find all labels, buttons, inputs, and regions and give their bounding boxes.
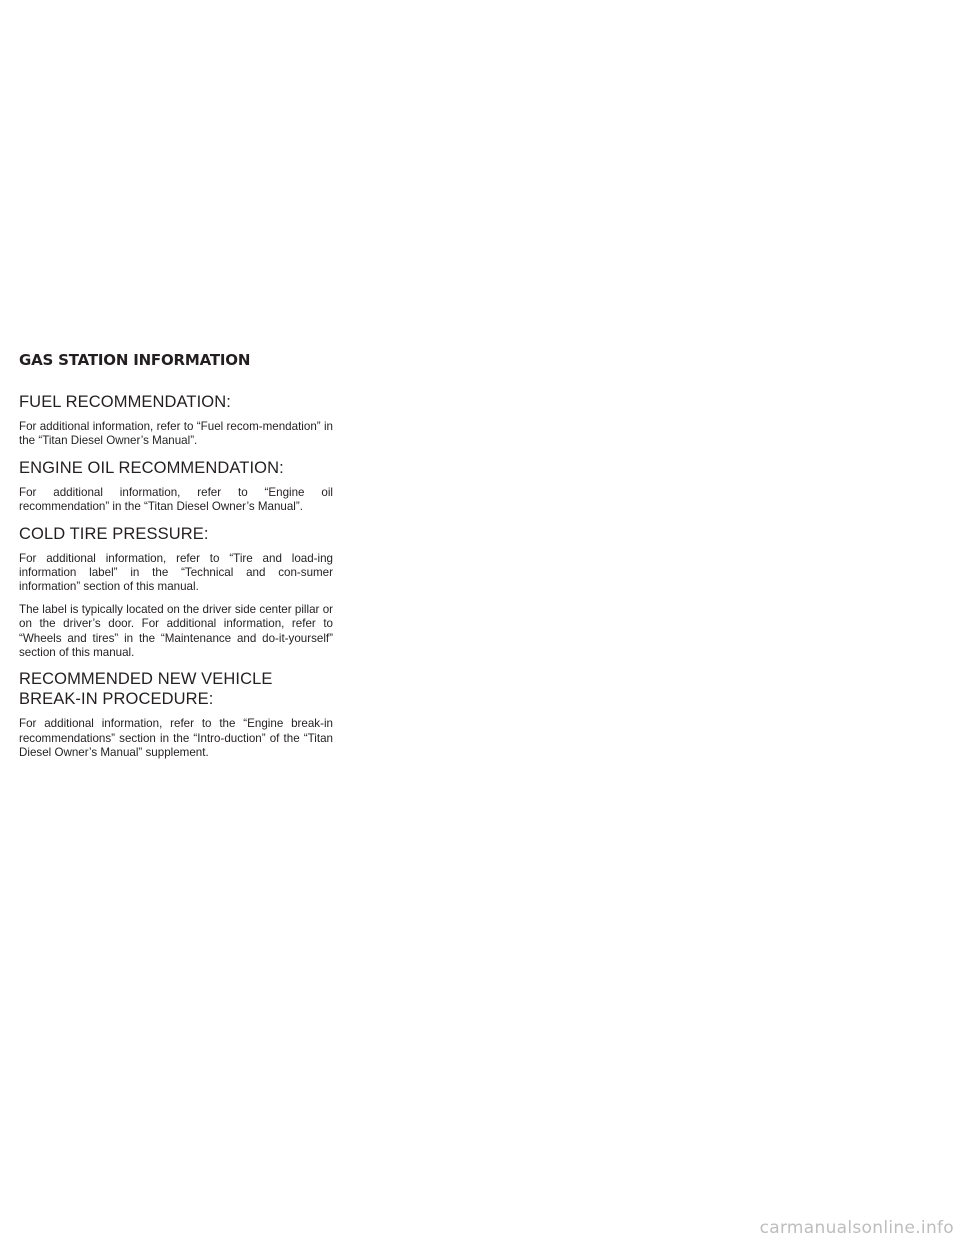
- section-fuel-recommendation: [19, 392, 333, 449]
- section-heading-break-in: [19, 669, 333, 709]
- paragraph-engine-oil: For additional information, refer to “Engine oil recommendation” in the “Titan Diesel Owner’s Manual”.: [19, 485, 333, 514]
- paragraph-label-location: The label is typically located on the driver side center pillar or on the driver’s door. For additional information, refer to “Wheels and tires” in the “Maintenance and do-it-yourself” section of this manual.: [19, 602, 333, 660]
- section-heading-break-in-line2: BREAK-IN PROCEDURE:: [19, 690, 214, 709]
- page-title: GAS STATION INFORMATION: [19, 351, 251, 369]
- section-break-in: [19, 669, 333, 760]
- section-heading-engine-oil: ENGINE OIL RECOMMENDATION:: [19, 458, 284, 477]
- section-engine-oil: [19, 458, 333, 515]
- paragraph-break-in: For additional information, refer to the “Engine break-in recommendations” section in the “Intro-duction” of the “Titan Diesel Owner’s Manual” supplement.: [19, 717, 333, 760]
- section-heading-fuel: FUEL RECOMMENDATION:: [19, 393, 231, 411]
- paragraph-tire-label: For additional information, refer to “Tire and load-ing information label” in the “Technical and con-sumer information” section of this manual.: [19, 551, 333, 594]
- section-heading-tire-pressure: COLD TIRE PRESSURE:: [19, 524, 209, 543]
- section-heading-break-in-line1: RECOMMENDED NEW VEHICLE: [19, 670, 273, 689]
- watermark-text: carmanualsonline.info: [759, 1218, 954, 1238]
- paragraph-fuel: For additional information, refer to “Fuel recom-mendation” in the “Titan Diesel Owner’s Manual”.: [19, 420, 333, 448]
- content-column: [19, 350, 333, 770]
- section-cold-tire-pressure: [19, 524, 333, 661]
